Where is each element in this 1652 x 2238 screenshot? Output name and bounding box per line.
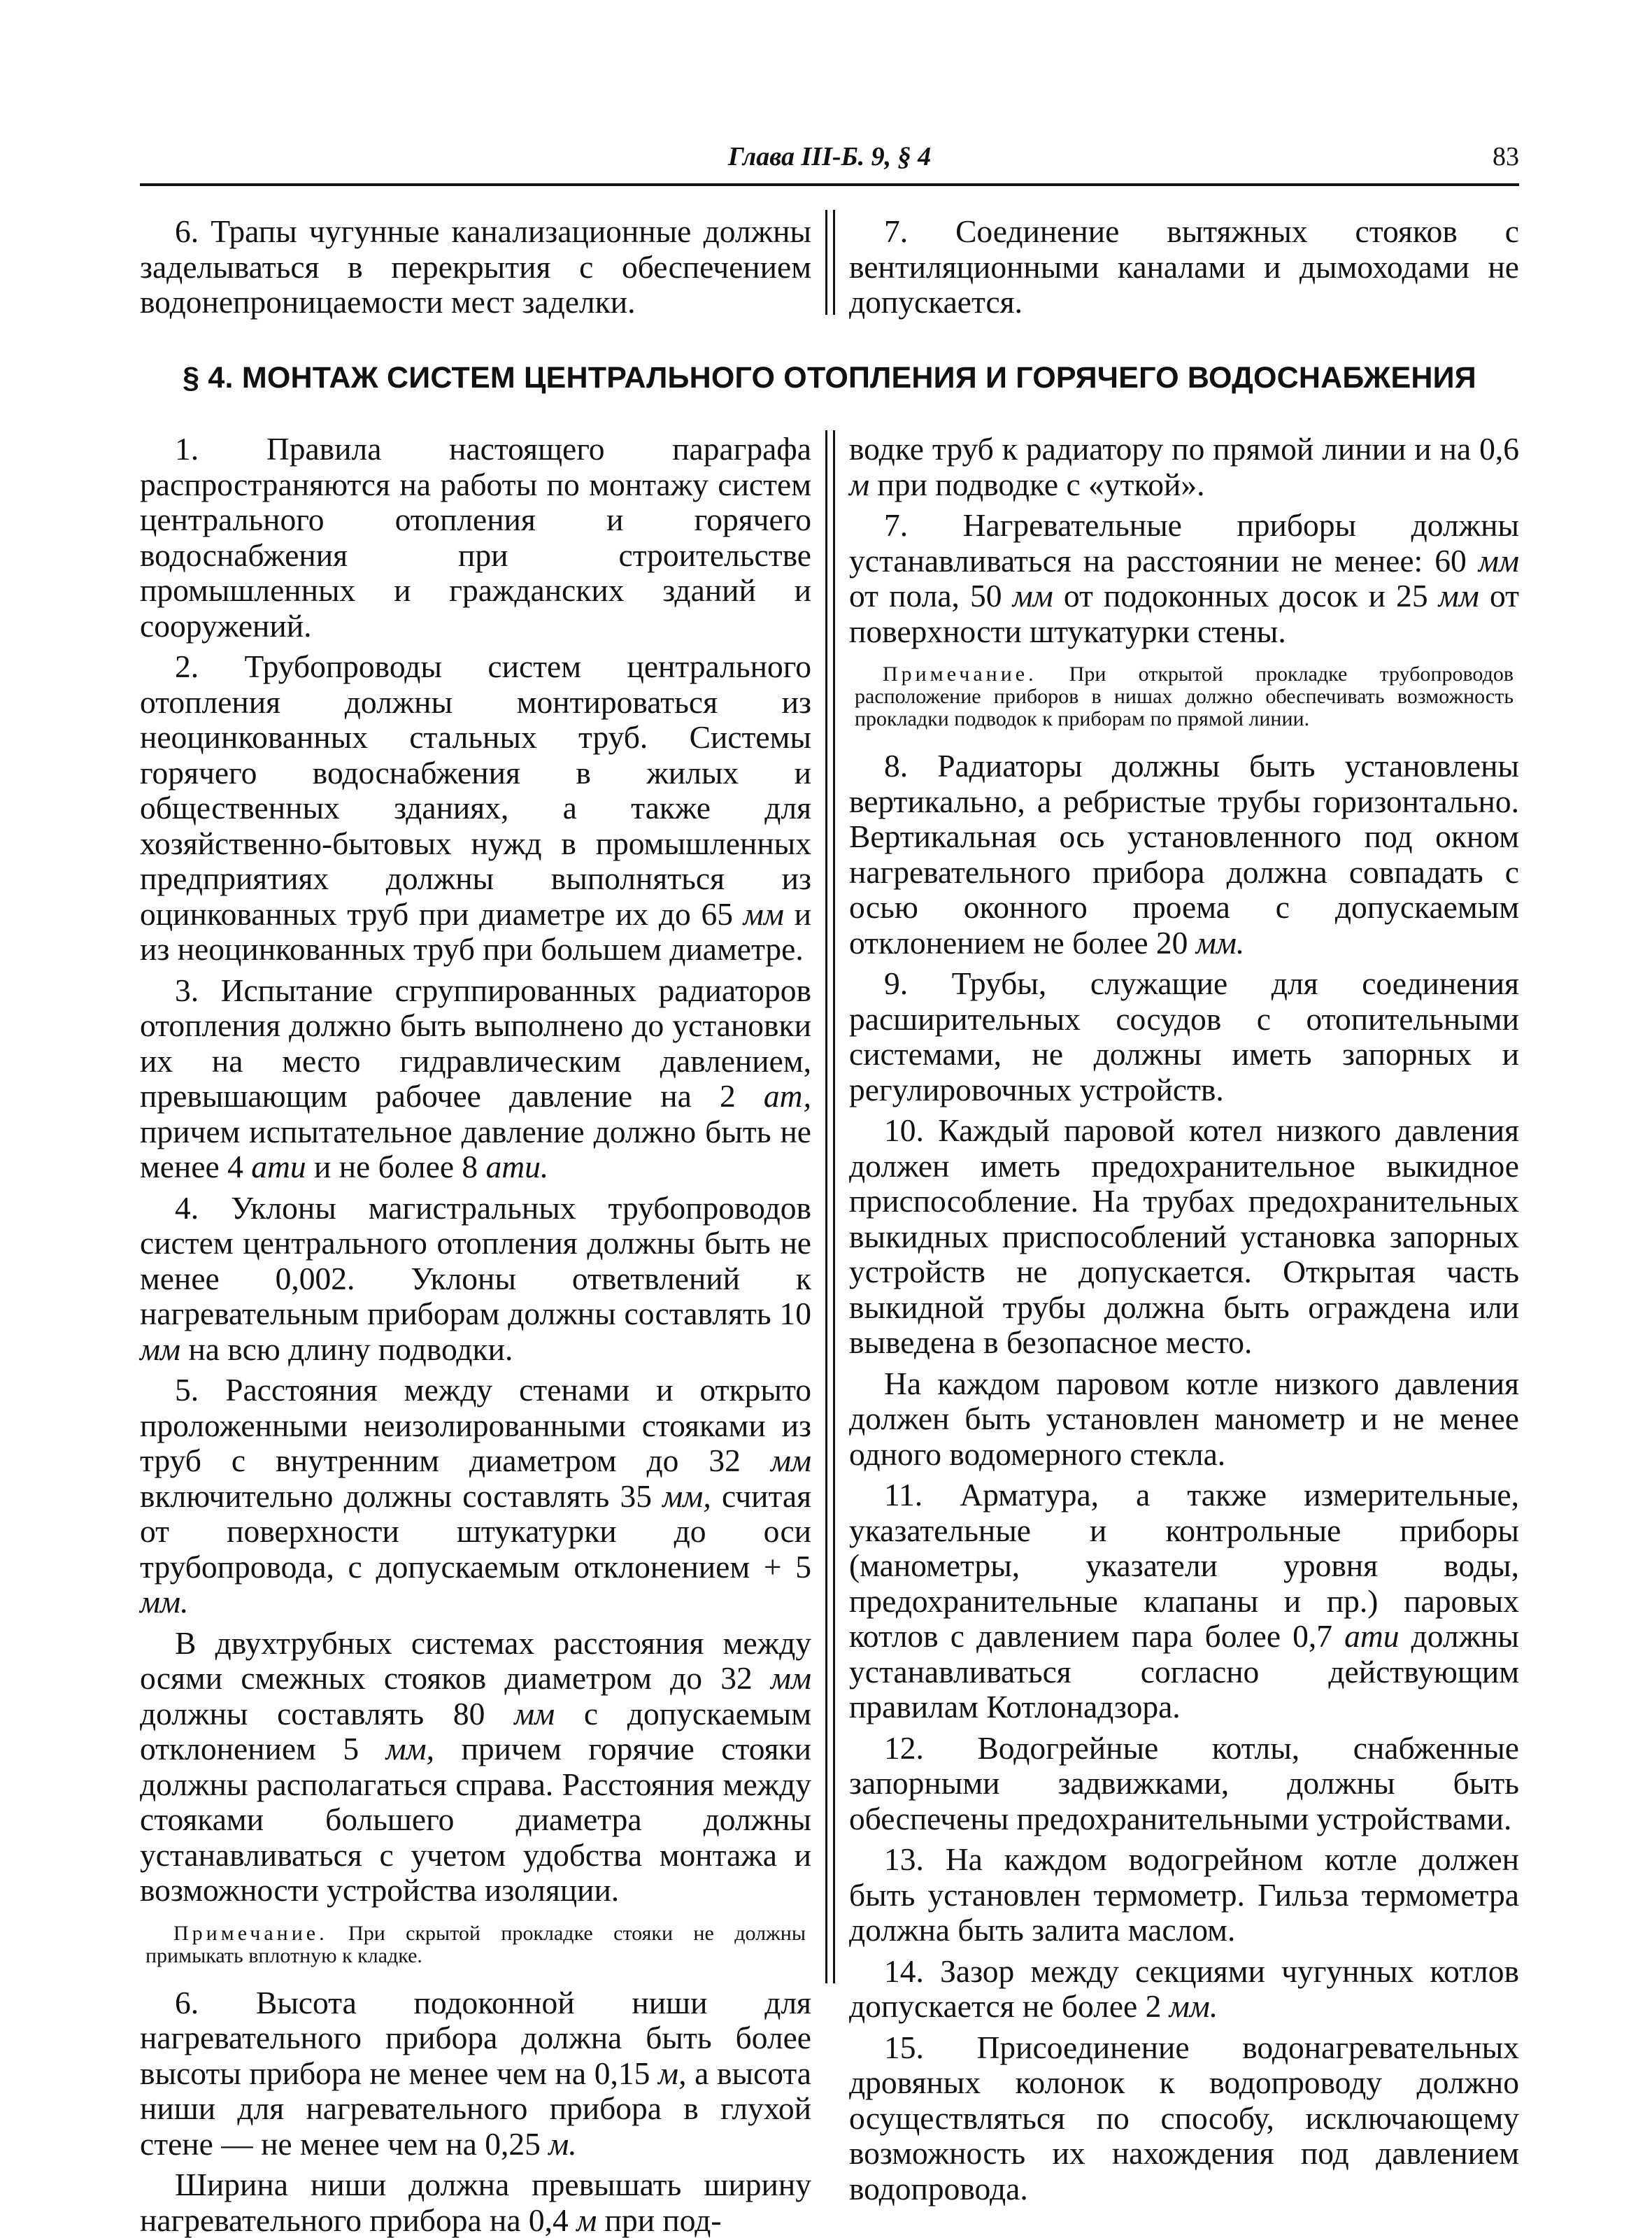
page-number: 83 [1493,142,1519,171]
paragraph: 3. Испытание сгруппированных радиаторов отопления должно быть выполнено до установки их на место гидравлическим давлением, превышающим рабочее давление на 2 ат, причем испытательное давление должно быть не менее 4 ати и не более 8 ати. [140,972,811,1184]
paragraph: 12. Водогрейные котлы, снабженные запорными задвижками, должны быть обеспечены предохранительными устройствами. [849,1729,1519,1836]
paragraph: 5. Расстояния между стенами и открыто проложенными неизолированными стояками из труб с внутренним диаметром до 32 мм включительно должны составлять 35 мм, считая от поверхности штукатурки до оси трубопровода, с допускаемым отклонением + 5 мм. [140,1372,812,1620]
paragraph: 10. Каждый паровой котел низкого давления должен иметь предохранительное выкидное приспособление. На трубах предохранительных выкидных приспособлений установка запорных устройств не допускается. Открытая часть выкидной трубы должна быть ограждена или выведена в безопасное место. [849,1112,1519,1360]
paragraph: 13. На каждом водогрейном котле должен быть установлен термометр. Гильза термометра должна быть залита маслом. [849,1841,1519,1948]
note-text: При открытой прокладке трубопроводов расположение приборов в нишах должно обеспечивать возможность прокладки подводок к приборам по прямой линии. [855,663,1514,730]
paragraph: 14. Зазор между секциями чугунных котлов допускается не более 2 мм. [849,1953,1519,2024]
paragraph: В двухтрубных системах расстояния между осями смежных стояков диаметром до 32 мм должны составлять 80 мм с допускаемым отклонением 5 мм, причем горячие стояки должны располагаться справа. Расстояния между стояками большего диаметра должны устанавливаться с учетом удобства монтажа и возможности устройства изоляции. [140,1624,812,1908]
column-divider [825,430,835,1983]
top-left-column [140,214,811,320]
paragraph: 6. Высота подоконной ниши для нагревательного прибора должна быть более высоты прибора не менее чем на 0,15 м, а высота ниши для нагревательного прибора в глухой стене — не менее чем на 0,25 м. [140,1984,812,2162]
paragraph: 2. Трубопроводы систем центрального отопления должны монтироваться из неоцинкованных стальных труб. Системы горячего водоснабжения в жилых и общественных зданиях, а также для хозяйственно-бытовых нужд в промышленных предприятиях должны выполняться из оцинкованных труб при диаметре их до 65 мм и из неоцинкованных труб при большем диаметре. [140,649,812,967]
note-label: Примечание. [883,663,1037,686]
column-divider [825,210,835,315]
chapter-title: Глава III-Б. 9, § 4 [727,142,932,171]
paragraph: 7. Нагревательные приборы должны устанавливаться на расстоянии не менее: 60 мм от пола, 50 мм от подоконных досок и 25 мм от поверхности штукатурки стены. [849,507,1519,649]
left-column [140,432,811,2238]
paragraph: водке труб к радиатору по прямой линии и на 0,6 м при подводке с «уткой». [849,431,1519,502]
paragraph: 15. Присоединение водонагревательных дровяных колонок к водопроводу должно осуществляться по способу, исключающему возможность их нахождения под давлением водопровода. [849,2029,1519,2207]
right-column [849,432,1519,2207]
note-text: При скрытой прокладке стояки не должны примыкать вплотную к кладке. [145,1921,806,1967]
running-header [140,141,1519,185]
section-heading: § 4. МОНТАЖ СИСТЕМ ЦЕНТРАЛЬНОГО ОТОПЛЕНИЯ И ГОРЯЧЕГО ВОДОСНАБЖЕНИЯ [183,361,1476,395]
paragraph: На каждом паровом котле низкого давления должен быть установлен манометр и не менее одного водомерного стекла. [849,1365,1519,1472]
note [849,663,1519,730]
paragraph: 6. Трапы чугунные канализационные должны заделываться в перекрытия с обеспечением водонепроницаемости мест заделки. [140,213,811,320]
note [140,1922,811,1967]
paragraph: 1. Правила настоящего параграфа распространяются на работы по монтажу систем центрального отопления и горячего водоснабжения при строительстве промышленных и гражданских зданий и сооружений. [140,431,811,644]
paragraph: 4. Уклоны магистральных трубопроводов систем центрального отопления должны быть не менее 0,002. Уклоны ответвлений к нагревательным приборам должны составлять 10 мм на всю длину подводки. [140,1189,811,1367]
note-label: Примечание. [173,1921,328,1945]
top-right-column [849,214,1519,320]
paragraph: Ширина ниши должна превышать ширину нагревательного прибора на 0,4 м при под- [140,2167,811,2238]
paragraph: 8. Радиаторы должны быть установлены вертикально, а ребристые трубы горизонтально. Вертикальная ось установленного под окном нагревательного прибора должна совпадать с осью оконного проема с допускаемым отклонением не более 20 мм. [849,748,1519,961]
header-rule [140,183,1519,186]
paragraph: 7. Соединение вытяжных стояков с вентиляционными каналами и дымоходами не допускается. [849,213,1519,320]
paragraph: 11. Арматура, а также измерительные, указательные и контрольные приборы (манометры, указатели уровня воды, предохранительные клапаны и пр.) паровых котлов с давлением пара более 0,7 ати должны устанавливаться согласно действующим правилам Котлонадзора. [849,1477,1519,1724]
paragraph: 9. Трубы, служащие для соединения расширительных сосудов с отопительными системами, не должны иметь запорных и регулировочных устройств. [849,965,1519,1107]
